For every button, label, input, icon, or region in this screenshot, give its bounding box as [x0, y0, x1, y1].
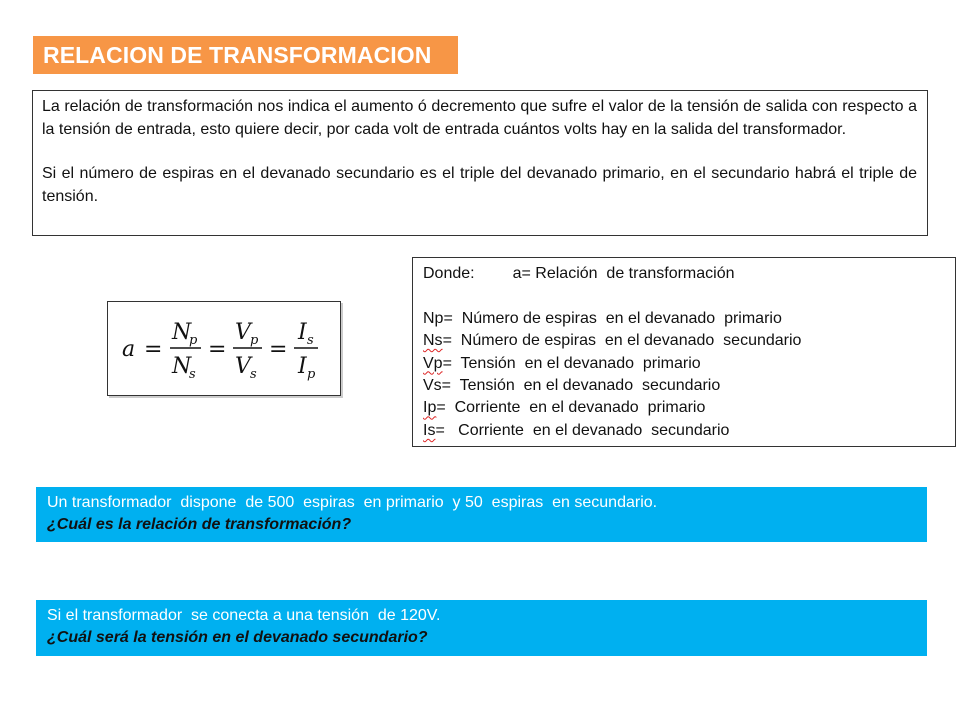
- exercise-2-question: ¿Cuál será la tensión en el devanado secundario?: [47, 629, 428, 646]
- intro-paragraph-1: La relación de transformación nos indica el aumento ó decremento que sufre el valor de la tensión de salida con respecto a la tensión de entrada, esto quiere decir, por cada volt de entrada cuántos volts hay en la salida del transformador.: [42, 98, 917, 138]
- formula-np-base: N: [172, 320, 192, 345]
- intro-text-box: [32, 90, 928, 236]
- page-title: RELACION DE TRANSFORMACION: [33, 36, 458, 74]
- definition-vp-text: = Tensión en el devanado primario: [442, 354, 701, 372]
- definition-is: [423, 420, 945, 442]
- ratio-formula: [108, 302, 339, 394]
- symbol-ip: Ip: [423, 399, 437, 417]
- exercise-1-question: ¿Cuál es la relación de transformación?: [47, 516, 352, 533]
- definition-np: [423, 308, 945, 330]
- formula-equals-3: =: [269, 337, 288, 362]
- symbol-ns: Ns: [423, 332, 443, 350]
- definition-a-line: [423, 263, 945, 285]
- formula-equals-2: =: [208, 337, 227, 362]
- formula-equals-1: =: [144, 337, 163, 362]
- formula-ns-base: N: [172, 354, 192, 379]
- donde-label: Donde:: [423, 265, 475, 282]
- exercise-1-statement: Un transformador dispone de 500 espiras en primario y 50 espiras en secundario.: [47, 494, 658, 511]
- exercise-2-box: [36, 600, 927, 656]
- formula-is-sub: s: [307, 333, 314, 348]
- definition-vs: [423, 375, 945, 397]
- formula-vs-sub: s: [250, 367, 257, 382]
- intro-paragraph-2: Si el número de espiras en el devanado secundario es el triple del devanado primario, en el secundario habrá el triple de tensión.: [42, 165, 917, 205]
- formula-ip-base: I: [298, 354, 307, 379]
- spacer: [423, 285, 945, 307]
- a-definition: a= Relación de transformación: [512, 265, 735, 282]
- formula-vp-base: V: [235, 320, 251, 345]
- exercise-2-statement: Si el transformador se conecta a una tensión de 120V.: [47, 607, 441, 624]
- definition-ip-text: = Corriente en el devanado primario: [436, 399, 706, 417]
- formula-vp-sub: p: [250, 333, 259, 348]
- symbol-vp: Vp: [423, 354, 443, 372]
- symbol-vs: Vs=: [423, 377, 452, 395]
- formula-ip-sub: p: [307, 367, 316, 382]
- formula-is-base: I: [298, 320, 307, 345]
- definition-np-text: Número de espiras en el devanado primario: [452, 309, 782, 327]
- definition-ip: [423, 397, 945, 419]
- symbol-is: Is: [423, 421, 436, 439]
- formula-ns-sub: s: [189, 367, 196, 382]
- symbol-np: Np=: [423, 309, 453, 327]
- formula-a: a: [122, 337, 136, 362]
- definition-ns: [423, 330, 945, 352]
- definition-vs-text: Tensión en el devanado secundario: [451, 377, 721, 395]
- formula-np-sub: p: [189, 333, 198, 348]
- exercise-1-box: [36, 487, 927, 542]
- definitions-box: [412, 257, 956, 447]
- definition-is-text: = Corriente en el devanado secundario: [435, 421, 730, 439]
- formula-box: [107, 301, 341, 396]
- definition-vp: [423, 353, 945, 375]
- formula-vs-base: V: [235, 354, 251, 379]
- definition-ns-text: = Número de espiras en el devanado secundario: [442, 332, 802, 350]
